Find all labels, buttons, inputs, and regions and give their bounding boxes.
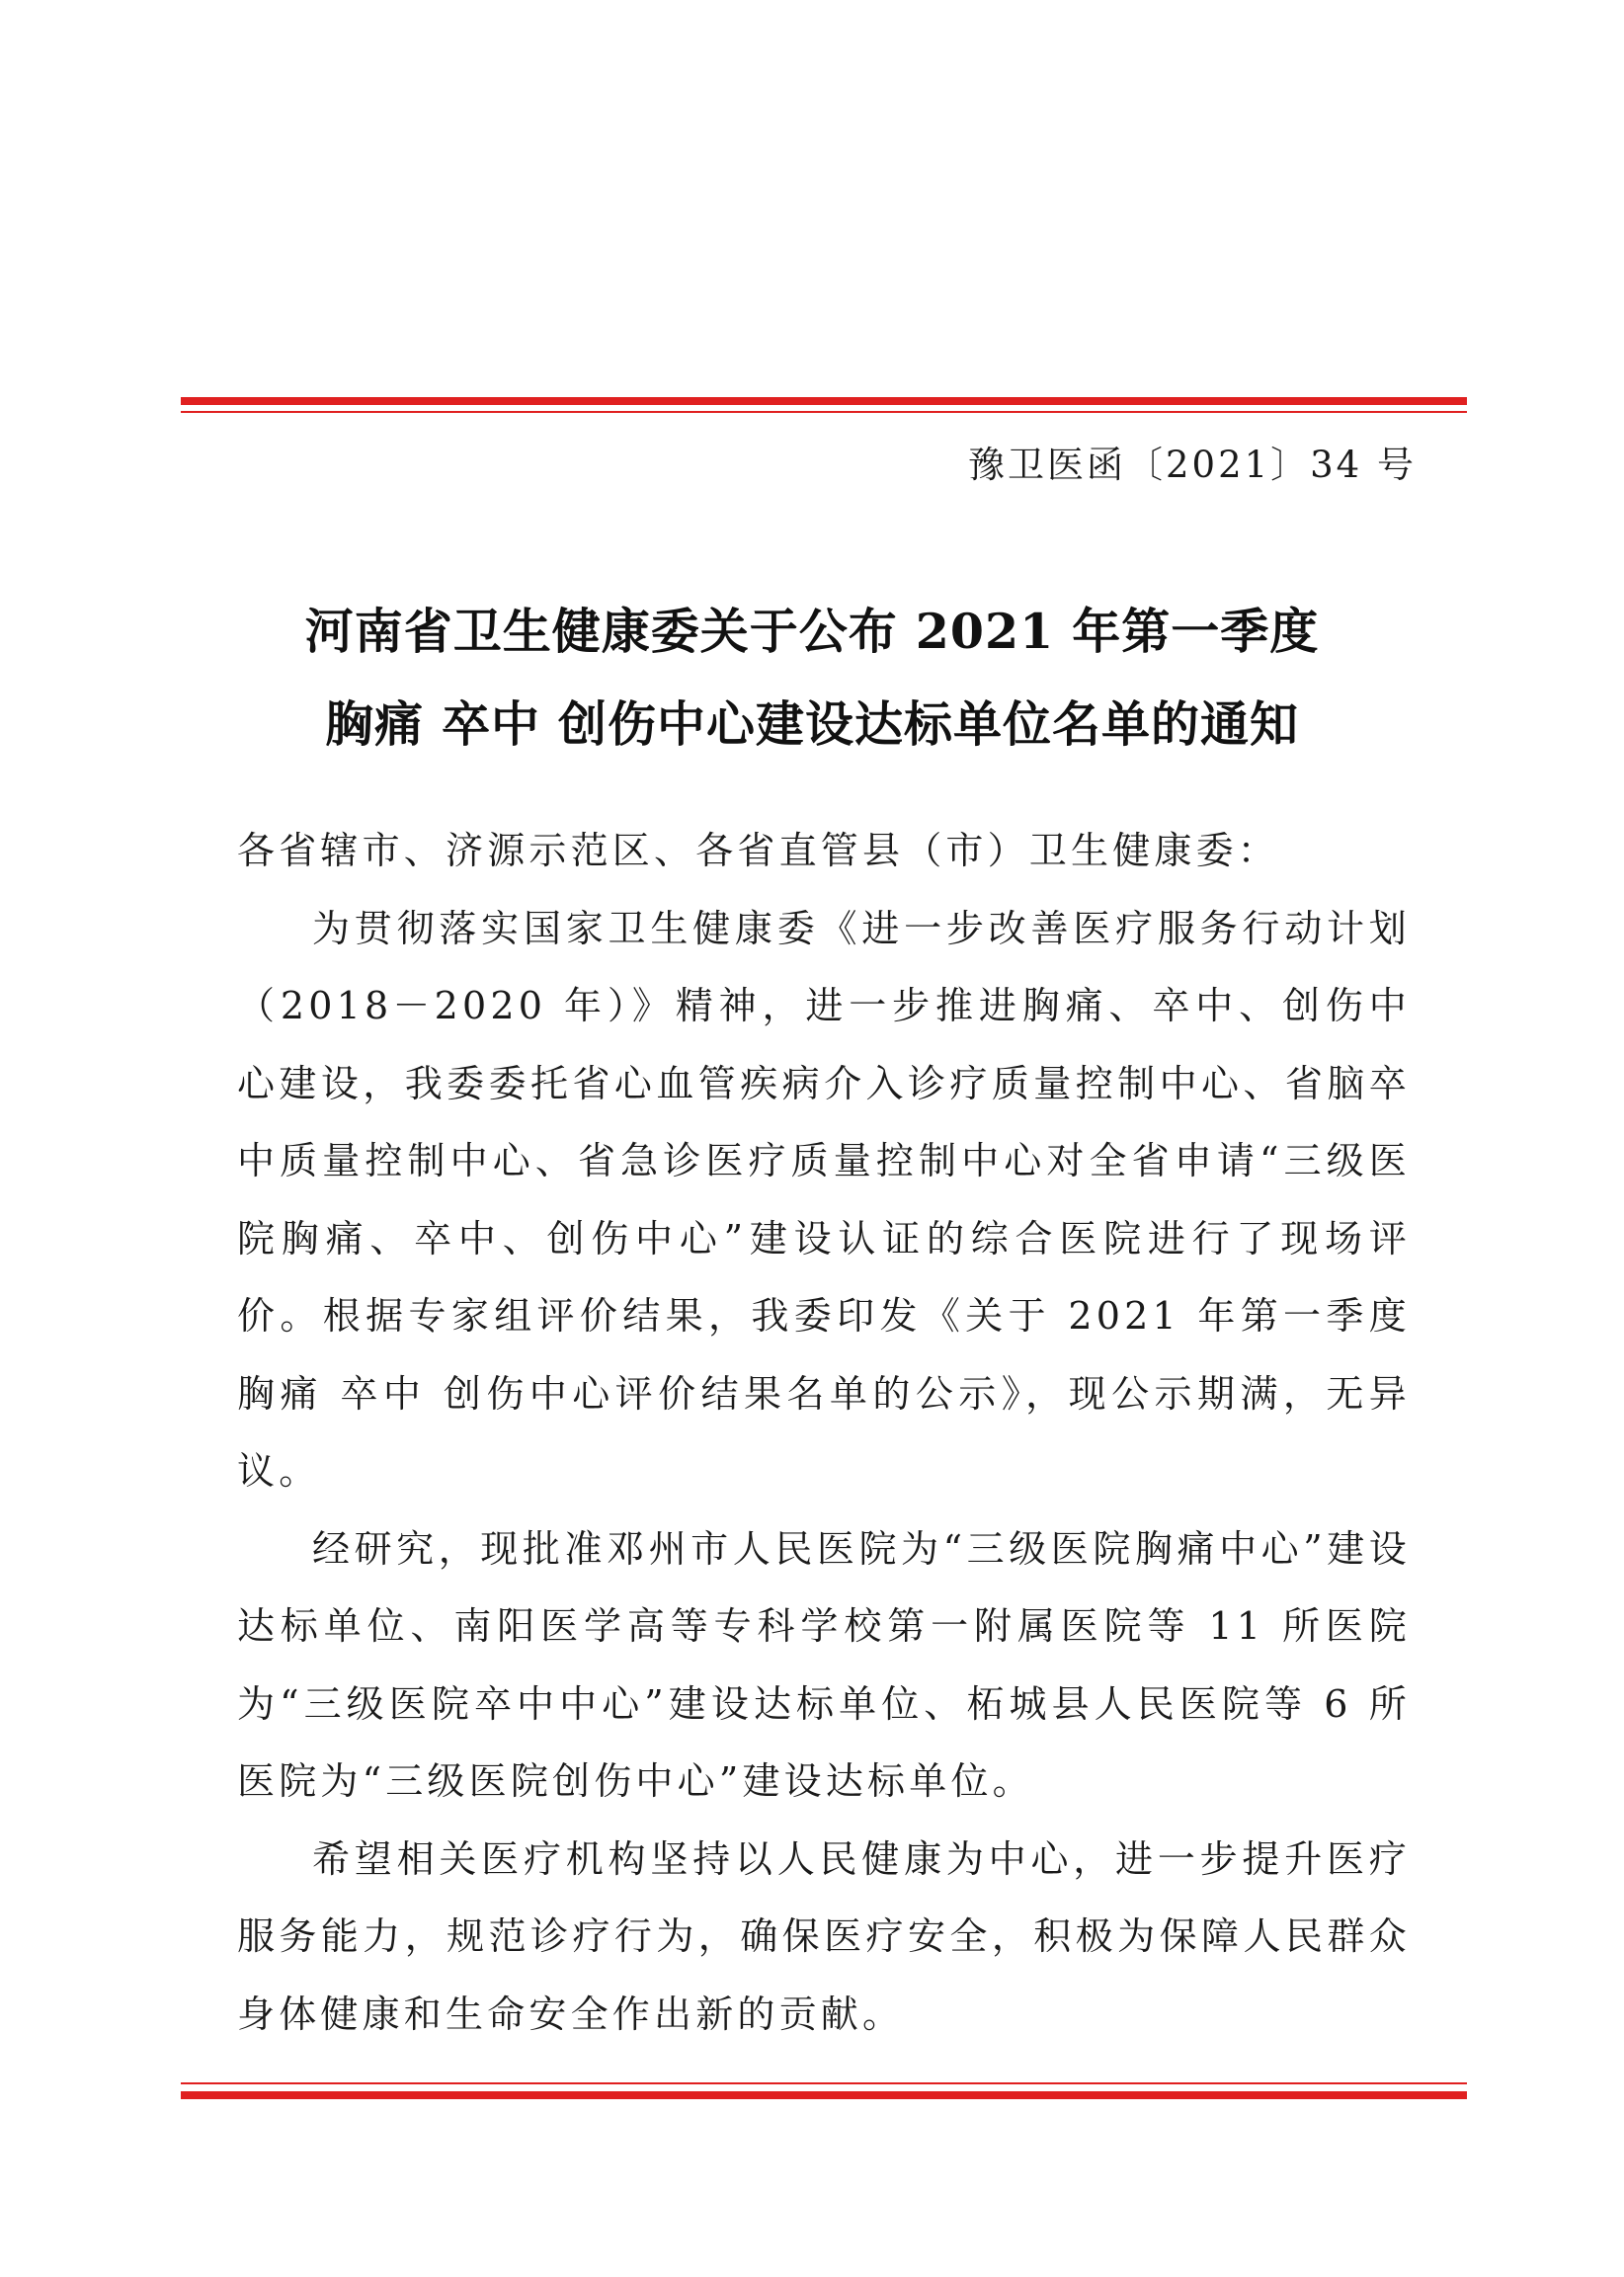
header-rule-thick-line [181,397,1467,405]
document-body [237,812,1411,2053]
document-title [178,585,1446,771]
title-line-1: 河南省卫生健康委关于公布 2021 年第一季度 [304,603,1320,660]
body-paragraph-1: 为贯彻落实国家卫生健康委《进一步改善医疗服务行动计划（2018－2020 年）》精神，进一步推进胸痛、卒中、创伤中心建设，我委委托省心血管疾病介入诊疗质量控制中心、省脑卒中质量控制中心、省急诊医疗质量控制中心对全省申请“三级医院胸痛、卒中、创伤中心”建设认证的综合医院进行了现场评价。根据专家组评价结果，我委印发《关于 2021 年第一季度胸痛 卒中 创伤中心评价结果名单的公示》，现公示期满，无异议。 [237,906,1411,1493]
title-line-2: 胸痛 卒中 创伤中心建设达标单位名单的通知 [324,695,1300,753]
body-paragraph-2: 经研究，现批准邓州市人民医院为“三级医院胸痛中心”建设达标单位、南阳医学高等专科学校第一附属医院等 11 所医院为“三级医院卒中中心”建设达标单位、柘城县人民医院等 6 所医院为“三级医院创伤中心”建设达标单位。 [237,1526,1411,1803]
document-number: 豫卫医函〔2021〕34 号 [967,444,1417,486]
header-rule-thin-line [181,411,1467,413]
salutation: 各省辖市、济源示范区、各省直管县（市）卫生健康委： [237,829,1280,872]
footer-rule-thick-line [181,2091,1467,2099]
body-paragraph-3: 希望相关医疗机构坚持以人民健康为中心，进一步提升医疗服务能力，规范诊疗行为，确保医疗安全，积极为保障人民群众身体健康和生命安全作出新的贡献。 [237,1836,1411,2036]
footer-red-rule [181,2082,1467,2099]
header-red-rule [181,397,1467,413]
footer-rule-thin-line [181,2082,1467,2084]
